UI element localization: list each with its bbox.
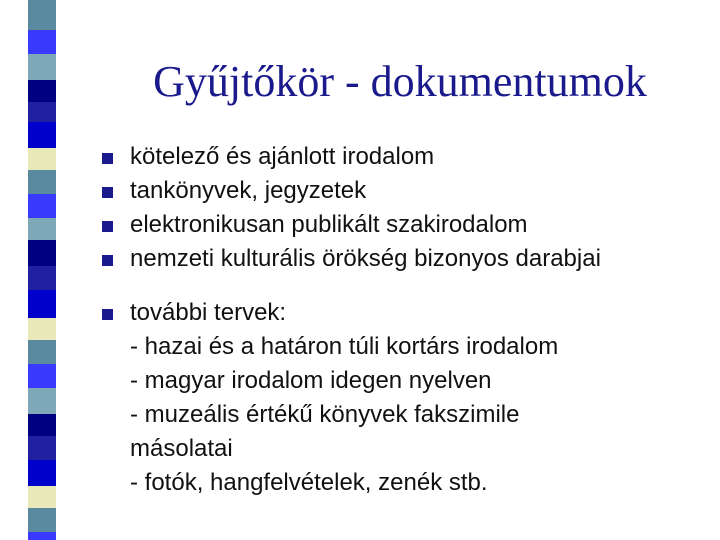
bullet-spacer — [100, 276, 700, 296]
square-bullet-icon — [102, 221, 113, 232]
stripe-block — [28, 0, 56, 30]
stripe-block — [28, 218, 56, 240]
stripe-block — [28, 290, 56, 318]
stripe-block — [28, 122, 56, 148]
square-bullet-icon — [102, 153, 113, 164]
stripe-block — [28, 194, 56, 218]
stripe-block — [28, 532, 56, 540]
further-plans-line: - muzeális értékű könyvek fakszimile — [130, 401, 520, 428]
bullet-item-further-plans — [100, 296, 700, 500]
stripe-block — [28, 54, 56, 80]
further-plans-line: másolatai — [130, 435, 233, 462]
square-bullet-icon — [102, 309, 113, 320]
stripe-block — [28, 460, 56, 486]
stripe-block — [28, 170, 56, 194]
bullet-item — [100, 242, 700, 276]
stripe-block — [28, 266, 56, 290]
stripe-block — [28, 486, 56, 508]
stripe-block — [28, 102, 56, 122]
stripe-block — [28, 340, 56, 364]
stripe-block — [28, 318, 56, 340]
stripe-block — [28, 240, 56, 266]
stripe-block — [28, 364, 56, 388]
stripe-block — [28, 30, 56, 54]
square-bullet-icon — [102, 255, 113, 266]
further-plans-line: - magyar irodalom idegen nyelven — [130, 367, 492, 394]
further-plans-line: - fotók, hangfelvételek, zenék stb. — [130, 469, 488, 496]
decorative-stripe — [28, 0, 56, 540]
bullet-list — [100, 140, 700, 500]
stripe-block — [28, 436, 56, 460]
bullet-item — [100, 208, 700, 242]
stripe-block — [28, 80, 56, 102]
stripe-block — [28, 388, 56, 414]
further-plans-line: - hazai és a határon túli kortárs irodalom — [130, 333, 559, 360]
bullet-text: nemzeti kulturális örökség bizonyos darabjai — [130, 245, 601, 272]
slide-title: Gyűjtőkör - dokumentumok — [153, 57, 647, 106]
bullet-text: kötelező és ajánlott irodalom — [130, 143, 435, 170]
bullet-text: elektronikusan publikált szakirodalom — [130, 211, 528, 238]
stripe-block — [28, 508, 56, 532]
bullet-text: tankönyvek, jegyzetek — [130, 177, 367, 204]
bullet-item — [100, 174, 700, 208]
further-plans-heading: további tervek: — [130, 299, 287, 326]
stripe-block — [28, 148, 56, 170]
stripe-block — [28, 414, 56, 436]
bullet-item — [100, 140, 700, 174]
square-bullet-icon — [102, 187, 113, 198]
